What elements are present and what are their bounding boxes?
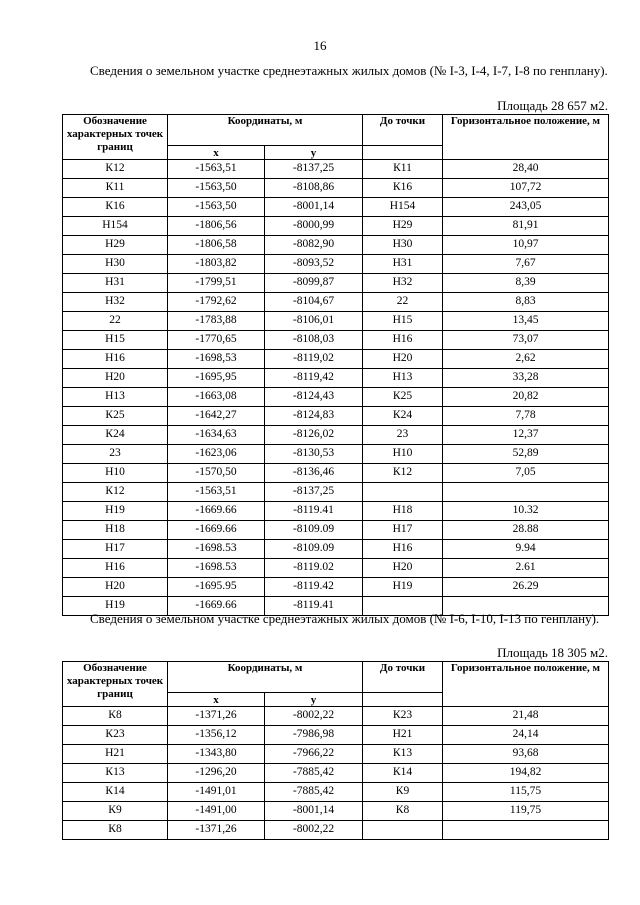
point-cell: Н29 — [63, 236, 168, 255]
distance-cell: 8,39 — [443, 274, 609, 293]
to-point-cell: 23 — [363, 426, 443, 445]
table-row — [63, 540, 609, 559]
distance-cell: 28,40 — [443, 160, 609, 179]
y-cell: -8104,67 — [265, 293, 363, 312]
x-cell: -1563,51 — [168, 483, 265, 502]
table-row — [63, 559, 609, 578]
header-designation: Обозначение характерных точек границ — [63, 115, 168, 160]
header-x: x — [168, 146, 265, 160]
point-cell: Н16 — [63, 559, 168, 578]
header-designation: Обозначение характерных точек границ — [63, 662, 168, 707]
y-cell: -7986,98 — [265, 726, 363, 745]
table-row — [63, 445, 609, 464]
x-cell: -1770,65 — [168, 331, 265, 350]
table-row — [63, 160, 609, 179]
table-row — [63, 255, 609, 274]
x-cell: -1623,06 — [168, 445, 265, 464]
y-cell: -8108,03 — [265, 331, 363, 350]
section2-title: Сведения о земельном участке среднеэтажных жилых домов (№ I-6, I-10, I-13 по генплану). — [90, 611, 600, 626]
table-row — [63, 745, 609, 764]
to-point-cell: Н32 — [363, 274, 443, 293]
x-cell: -1792,62 — [168, 293, 265, 312]
table-row — [63, 350, 609, 369]
point-cell: К14 — [63, 783, 168, 802]
point-cell: Н20 — [63, 369, 168, 388]
to-point-cell: К25 — [363, 388, 443, 407]
table-row — [63, 464, 609, 483]
x-cell: -1698.53 — [168, 540, 265, 559]
table-row — [63, 369, 609, 388]
y-cell: -8109.09 — [265, 521, 363, 540]
section2-area: Площадь 18 305 м2. — [497, 645, 608, 660]
point-cell: Н13 — [63, 388, 168, 407]
header-to-point: До точки — [363, 662, 443, 693]
y-cell: -8130,53 — [265, 445, 363, 464]
coordinates-table-1 — [62, 114, 609, 616]
point-cell: Н31 — [63, 274, 168, 293]
table-row — [63, 707, 609, 726]
to-point-cell: 22 — [363, 293, 443, 312]
point-cell: Н17 — [63, 540, 168, 559]
distance-cell: 12,37 — [443, 426, 609, 445]
to-point-cell: Н15 — [363, 312, 443, 331]
distance-cell: 194,82 — [443, 764, 609, 783]
x-cell: -1698.53 — [168, 559, 265, 578]
to-point-cell: К24 — [363, 407, 443, 426]
to-point-cell: К13 — [363, 745, 443, 764]
distance-cell: 9.94 — [443, 540, 609, 559]
x-cell: -1371,26 — [168, 821, 265, 840]
point-cell: К24 — [63, 426, 168, 445]
table-row — [63, 521, 609, 540]
table-row — [63, 783, 609, 802]
distance-cell: 73,07 — [443, 331, 609, 350]
x-cell: -1343,80 — [168, 745, 265, 764]
point-cell: Н16 — [63, 350, 168, 369]
y-cell: -8119.41 — [265, 597, 363, 616]
point-cell: К16 — [63, 198, 168, 217]
to-point-cell: К8 — [363, 802, 443, 821]
distance-cell: 115,75 — [443, 783, 609, 802]
y-cell: -8119.02 — [265, 559, 363, 578]
table-row — [63, 293, 609, 312]
to-point-cell: К16 — [363, 179, 443, 198]
distance-cell: 28.88 — [443, 521, 609, 540]
header-to-point: До точки — [363, 115, 443, 146]
coordinates-table-2 — [62, 661, 609, 840]
table-row — [63, 331, 609, 350]
y-cell: -8119.41 — [265, 502, 363, 521]
x-cell: -1371,26 — [168, 707, 265, 726]
point-cell: Н19 — [63, 597, 168, 616]
distance-cell: 119,75 — [443, 802, 609, 821]
distance-cell: 2,62 — [443, 350, 609, 369]
to-point-cell: Н17 — [363, 521, 443, 540]
distance-cell — [443, 483, 609, 502]
header-coords: Координаты, м — [168, 115, 363, 146]
point-cell: К8 — [63, 821, 168, 840]
page-number: 16 — [313, 38, 327, 53]
distance-cell: 13,45 — [443, 312, 609, 331]
y-cell: -8126,02 — [265, 426, 363, 445]
x-cell: -1803,82 — [168, 255, 265, 274]
point-cell: 23 — [63, 445, 168, 464]
distance-cell: 7,05 — [443, 464, 609, 483]
y-cell: -8000,99 — [265, 217, 363, 236]
y-cell: -8093,52 — [265, 255, 363, 274]
table-row — [63, 502, 609, 521]
table-row — [63, 483, 609, 502]
x-cell: -1563,51 — [168, 160, 265, 179]
point-cell: К13 — [63, 764, 168, 783]
header-distance: Горизонтальное положение, м — [443, 662, 609, 707]
y-cell: -8124,43 — [265, 388, 363, 407]
y-cell: -8109.09 — [265, 540, 363, 559]
to-point-cell: Н30 — [363, 236, 443, 255]
y-cell: -8119,42 — [265, 369, 363, 388]
table-row — [63, 198, 609, 217]
distance-cell: 7,67 — [443, 255, 609, 274]
y-cell: -8002,22 — [265, 707, 363, 726]
y-cell: -8108,86 — [265, 179, 363, 198]
section1-area: Площадь 28 657 м2. — [497, 98, 608, 113]
to-point-cell: Н16 — [363, 540, 443, 559]
x-cell: -1563,50 — [168, 179, 265, 198]
x-cell: -1570,50 — [168, 464, 265, 483]
x-cell: -1491,00 — [168, 802, 265, 821]
table-row — [63, 179, 609, 198]
distance-cell: 24,14 — [443, 726, 609, 745]
y-cell: -8124,83 — [265, 407, 363, 426]
distance-cell: 8,83 — [443, 293, 609, 312]
y-cell: -8001,14 — [265, 802, 363, 821]
point-cell: Н18 — [63, 521, 168, 540]
table-row — [63, 274, 609, 293]
table-row — [63, 312, 609, 331]
point-cell: К9 — [63, 802, 168, 821]
to-point-cell: Н13 — [363, 369, 443, 388]
to-point-cell: Н31 — [363, 255, 443, 274]
point-cell: К23 — [63, 726, 168, 745]
distance-cell: 7,78 — [443, 407, 609, 426]
to-point-cell: Н19 — [363, 578, 443, 597]
table-row — [63, 821, 609, 840]
to-point-cell: К14 — [363, 764, 443, 783]
x-cell: -1806,56 — [168, 217, 265, 236]
y-cell: -8002,22 — [265, 821, 363, 840]
distance-cell: 33,28 — [443, 369, 609, 388]
section1-title: Сведения о земельном участке среднеэтажных жилых домов (№ I-3, I-4, I-7, I-8 по генплану). — [90, 63, 608, 78]
distance-cell: 26.29 — [443, 578, 609, 597]
x-cell: -1669.66 — [168, 521, 265, 540]
point-cell: К25 — [63, 407, 168, 426]
to-point-cell — [363, 483, 443, 502]
point-cell: Н20 — [63, 578, 168, 597]
x-cell: -1669.66 — [168, 502, 265, 521]
y-cell: -8137,25 — [265, 160, 363, 179]
x-cell: -1799,51 — [168, 274, 265, 293]
x-cell: -1806,58 — [168, 236, 265, 255]
point-cell: К11 — [63, 179, 168, 198]
to-point-cell: К9 — [363, 783, 443, 802]
y-cell: -8001,14 — [265, 198, 363, 217]
point-cell: Н30 — [63, 255, 168, 274]
header-coords: Координаты, м — [168, 662, 363, 693]
distance-cell: 52,89 — [443, 445, 609, 464]
y-cell: -8137,25 — [265, 483, 363, 502]
point-cell: Н154 — [63, 217, 168, 236]
x-cell: -1491,01 — [168, 783, 265, 802]
x-cell: -1698,53 — [168, 350, 265, 369]
point-cell: Н10 — [63, 464, 168, 483]
x-cell: -1663,08 — [168, 388, 265, 407]
table-row — [63, 217, 609, 236]
table-row — [63, 802, 609, 821]
to-point-cell: К11 — [363, 160, 443, 179]
x-cell: -1642,27 — [168, 407, 265, 426]
distance-cell: 21,48 — [443, 707, 609, 726]
point-cell: К12 — [63, 483, 168, 502]
distance-cell: 20,82 — [443, 388, 609, 407]
table-row — [63, 388, 609, 407]
to-point-cell: Н16 — [363, 331, 443, 350]
y-cell: -7966,22 — [265, 745, 363, 764]
y-cell: -8119.42 — [265, 578, 363, 597]
point-cell: Н19 — [63, 502, 168, 521]
table-row — [63, 407, 609, 426]
x-cell: -1695.95 — [168, 578, 265, 597]
distance-cell: 243,05 — [443, 198, 609, 217]
table-row — [63, 578, 609, 597]
to-point-cell: К12 — [363, 464, 443, 483]
y-cell: -8099,87 — [265, 274, 363, 293]
to-point-cell: Н18 — [363, 502, 443, 521]
distance-cell: 10,97 — [443, 236, 609, 255]
y-cell: -8136,46 — [265, 464, 363, 483]
header-x: x — [168, 693, 265, 707]
to-point-cell: Н21 — [363, 726, 443, 745]
y-cell: -7885,42 — [265, 783, 363, 802]
point-cell: Н15 — [63, 331, 168, 350]
x-cell: -1563,50 — [168, 198, 265, 217]
table-row — [63, 236, 609, 255]
x-cell: -1695,95 — [168, 369, 265, 388]
table-row — [63, 764, 609, 783]
distance-cell — [443, 821, 609, 840]
y-cell: -7885,42 — [265, 764, 363, 783]
to-point-cell: Н20 — [363, 350, 443, 369]
x-cell: -1783,88 — [168, 312, 265, 331]
x-cell: -1356,12 — [168, 726, 265, 745]
distance-cell: 2.61 — [443, 559, 609, 578]
x-cell: -1634,63 — [168, 426, 265, 445]
point-cell: К12 — [63, 160, 168, 179]
header-y: y — [265, 693, 363, 707]
distance-cell: 107,72 — [443, 179, 609, 198]
to-point-cell: К23 — [363, 707, 443, 726]
header-distance: Горизонтальное положение, м — [443, 115, 609, 160]
distance-cell: 81,91 — [443, 217, 609, 236]
y-cell: -8082,90 — [265, 236, 363, 255]
header-to-point-empty — [363, 146, 443, 160]
to-point-cell — [363, 821, 443, 840]
point-cell: Н21 — [63, 745, 168, 764]
to-point-cell: Н154 — [363, 198, 443, 217]
to-point-cell: Н29 — [363, 217, 443, 236]
distance-cell: 10.32 — [443, 502, 609, 521]
header-to-point-empty — [363, 693, 443, 707]
table-row — [63, 726, 609, 745]
header-y: y — [265, 146, 363, 160]
point-cell: К8 — [63, 707, 168, 726]
table-row — [63, 426, 609, 445]
x-cell: -1669.66 — [168, 597, 265, 616]
distance-cell: 93,68 — [443, 745, 609, 764]
x-cell: -1296,20 — [168, 764, 265, 783]
point-cell: 22 — [63, 312, 168, 331]
to-point-cell: Н10 — [363, 445, 443, 464]
point-cell: Н32 — [63, 293, 168, 312]
y-cell: -8119,02 — [265, 350, 363, 369]
y-cell: -8106,01 — [265, 312, 363, 331]
to-point-cell: Н20 — [363, 559, 443, 578]
